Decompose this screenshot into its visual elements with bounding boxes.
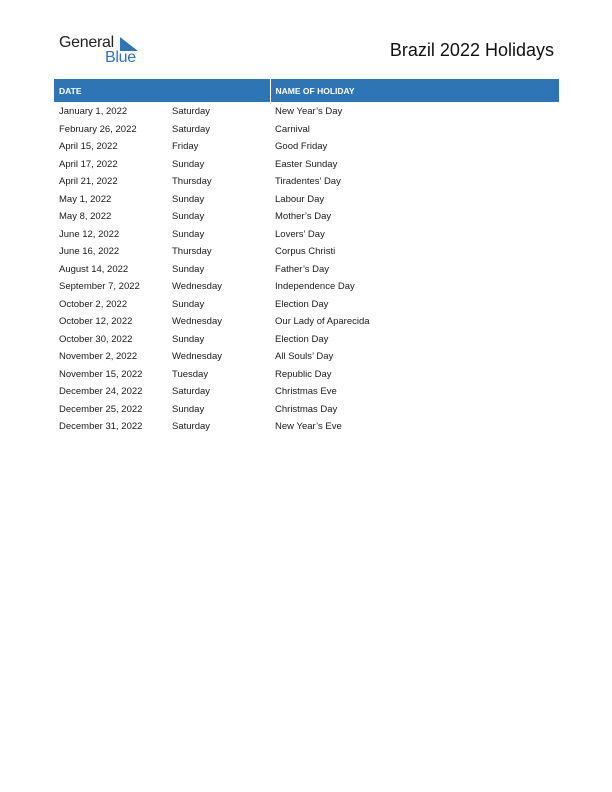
table-row xyxy=(54,348,559,366)
holiday-date: September 7, 2022 xyxy=(59,281,140,293)
holiday-name: Election Day xyxy=(275,333,329,345)
holiday-name: Christmas Day xyxy=(275,403,338,415)
holiday-date: November 15, 2022 xyxy=(59,368,143,380)
holiday-name: Christmas Eve xyxy=(275,386,337,398)
table-row xyxy=(54,296,559,314)
holiday-weekday: Saturday xyxy=(172,421,211,433)
holiday-date: May 8, 2022 xyxy=(59,211,112,223)
holiday-name: Easter Sunday xyxy=(275,158,338,170)
holiday-name: Independence Day xyxy=(275,281,355,293)
table-row xyxy=(54,191,559,209)
table-row xyxy=(54,366,559,384)
holiday-weekday: Wednesday xyxy=(172,281,222,293)
table-row xyxy=(54,313,559,331)
holiday-name: All Souls’ Day xyxy=(275,351,334,363)
table-header-row xyxy=(54,79,559,102)
holiday-weekday: Thursday xyxy=(172,176,212,188)
holiday-table xyxy=(54,79,559,436)
holiday-weekday: Wednesday xyxy=(172,316,222,328)
holiday-name: Tiradentes’ Day xyxy=(275,176,341,188)
holiday-rows xyxy=(54,102,559,436)
holiday-name: New Year’s Day xyxy=(275,106,343,118)
holiday-name: Mother’s Day xyxy=(275,211,332,223)
holiday-name: Corpus Christi xyxy=(275,246,336,258)
holiday-weekday: Tuesday xyxy=(172,368,209,380)
holiday-date: October 30, 2022 xyxy=(59,333,133,345)
holiday-weekday: Sunday xyxy=(172,333,205,345)
holiday-date: April 17, 2022 xyxy=(59,158,118,170)
table-row xyxy=(54,418,559,436)
holiday-date: December 31, 2022 xyxy=(59,421,143,433)
holiday-date: December 25, 2022 xyxy=(59,403,143,415)
logo-text-general: General xyxy=(59,34,114,51)
holiday-weekday: Sunday xyxy=(172,403,205,415)
holiday-date: April 15, 2022 xyxy=(59,141,118,153)
holiday-weekday: Sunday xyxy=(172,193,205,205)
table-row xyxy=(54,243,559,261)
holiday-date: April 21, 2022 xyxy=(59,176,118,188)
table-row xyxy=(54,383,559,401)
holiday-name: Carnival xyxy=(275,123,310,135)
holiday-date: August 14, 2022 xyxy=(59,263,129,275)
table-row xyxy=(54,208,559,226)
table-row xyxy=(54,121,559,139)
table-row xyxy=(54,278,559,296)
page-title: Brazil 2022 Holidays xyxy=(389,40,554,60)
holiday-date: November 2, 2022 xyxy=(59,351,138,363)
holiday-weekday: Saturday xyxy=(172,386,211,398)
table-row xyxy=(54,331,559,349)
holiday-weekday: Sunday xyxy=(172,158,205,170)
holiday-name: Our Lady of Aparecida xyxy=(275,316,370,328)
table-row xyxy=(54,138,559,156)
holiday-name: New Year’s Eve xyxy=(275,421,342,433)
logo-text-blue: Blue xyxy=(105,49,136,66)
holiday-weekday: Saturday xyxy=(172,123,211,135)
holiday-weekday: Sunday xyxy=(172,263,205,275)
holiday-weekday: Saturday xyxy=(172,106,211,118)
holiday-date: October 2, 2022 xyxy=(59,298,128,310)
holiday-weekday: Wednesday xyxy=(172,351,222,363)
table-row xyxy=(54,261,559,279)
holiday-date: June 12, 2022 xyxy=(59,228,120,240)
holiday-name: Lovers’ Day xyxy=(275,228,325,240)
holiday-weekday: Thursday xyxy=(172,246,212,258)
table-row xyxy=(54,401,559,419)
holiday-name: Labour Day xyxy=(275,193,325,205)
holiday-name: Republic Day xyxy=(275,368,332,380)
holiday-name: Good Friday xyxy=(275,141,328,153)
holiday-name: Election Day xyxy=(275,298,329,310)
column-header-holiday-name: NAME OF HOLIDAY xyxy=(270,79,559,102)
table-row xyxy=(54,102,559,121)
holiday-name: Father’s Day xyxy=(275,263,330,275)
holiday-date: February 26, 2022 xyxy=(59,123,137,135)
generalblue-logo xyxy=(59,34,149,68)
holiday-date: May 1, 2022 xyxy=(59,193,112,205)
table-row xyxy=(54,156,559,174)
holiday-weekday: Sunday xyxy=(172,211,205,223)
holiday-date: October 12, 2022 xyxy=(59,316,133,328)
table-row xyxy=(54,173,559,191)
table-row xyxy=(54,226,559,244)
holiday-weekday: Friday xyxy=(172,141,199,153)
holiday-date: January 1, 2022 xyxy=(59,106,128,118)
holiday-weekday: Sunday xyxy=(172,298,205,310)
column-header-date: DATE xyxy=(54,79,270,102)
holiday-weekday: Sunday xyxy=(172,228,205,240)
holiday-date: June 16, 2022 xyxy=(59,246,120,258)
holiday-date: December 24, 2022 xyxy=(59,386,143,398)
